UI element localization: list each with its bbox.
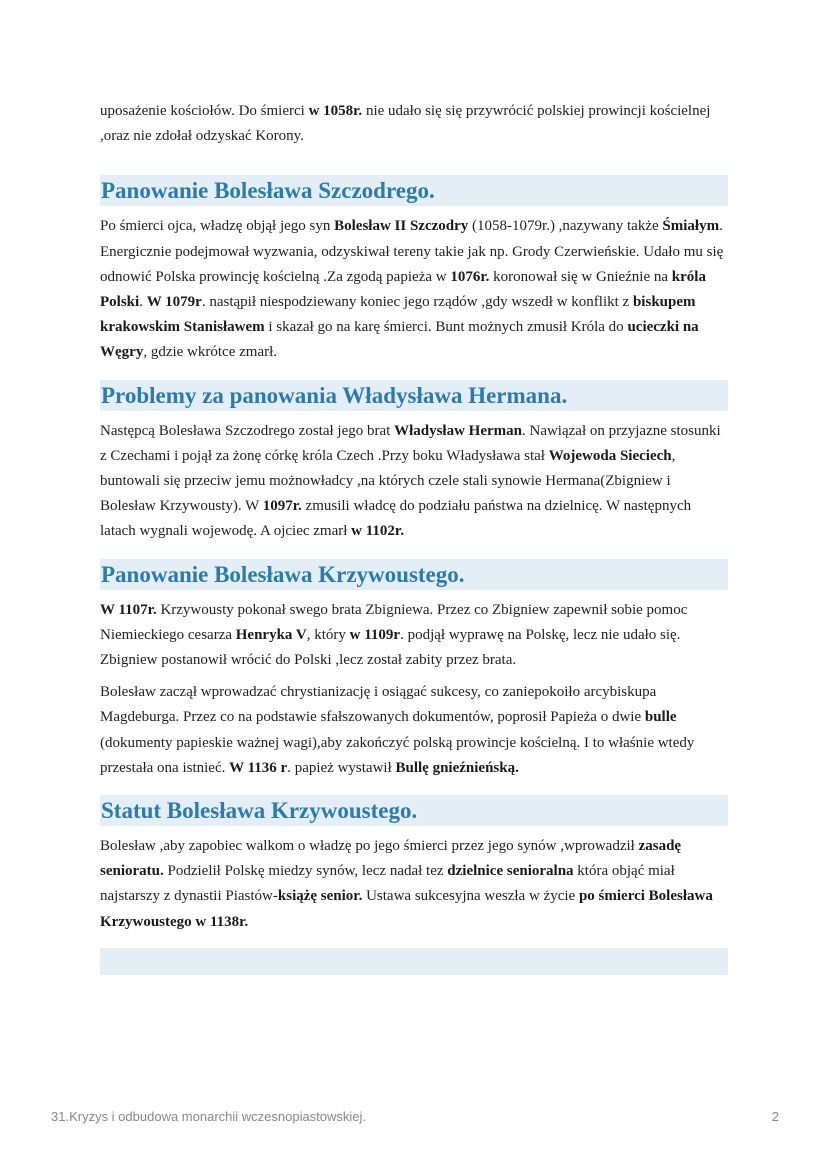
bold-text-run: W 1079r (146, 294, 202, 311)
bold-text-run: w 1058r. (308, 103, 363, 119)
bold-text-run: w 1102r. (351, 523, 404, 540)
heading-boleslaw-krzywousty: Panowanie Bolesława Krzywoustego. (100, 559, 728, 590)
text-run: (dokumenty papieskie ważnej wagi),aby zakończyć polską prowincje kościelną. I to właśnie wtedy przestała ona istnieć. (100, 734, 695, 776)
bold-text-run: Władysław Herman (394, 422, 522, 439)
bold-text-run: Henryka V (235, 626, 307, 643)
document-body (100, 99, 728, 975)
bold-text-run: Bullę gnieźnieńską. (395, 759, 519, 776)
page-number: 2 (771, 1109, 779, 1124)
heading-wladyslaw-herman: Problemy za panowania Władysława Hermana. (100, 380, 728, 411)
bold-text-run: bulle (644, 709, 677, 726)
text-run: . podjął wyprawę na Polskę, lecz nie udało się. Zbigniew postanowił wrócić do Polski ,lecz został zabity przez brata. (100, 626, 681, 669)
text-run: (1058-1079r.) ,nazywany także (468, 218, 663, 235)
paragraph-krzywousty-2 (100, 680, 728, 781)
bold-text-run: dzielnice senioralna (447, 863, 574, 880)
text-run: . nastąpił niespodziewany koniec jego rządów ,gdy wszedł w konflikt z (201, 294, 633, 311)
text-run: , który (306, 626, 350, 643)
bold-text-run: 1076r. (450, 268, 490, 285)
intro-paragraph (100, 99, 728, 149)
text-run: . papież wystawił (287, 759, 396, 776)
bold-text-run: Śmiałym (662, 218, 720, 235)
text-run: . Nawiązał on przyjazne stosunki z Czechami i pojął za żonę córkę króla Czech .Przy boku Władysława stał (100, 422, 721, 464)
bold-text-run: W 1136 r (229, 759, 288, 776)
text-run: Ustawa sukcesyjna weszła w życie (362, 888, 579, 905)
empty-heading-band (100, 948, 728, 975)
bold-text-run: króla Polski (100, 268, 706, 311)
text-run: Bolesław ,aby zapobiec walkom o władzę po jego śmierci przez jego synów ,wprowadził (100, 838, 639, 855)
bold-text-run: W 1107r. (100, 601, 157, 618)
paragraph-boleslaw-szczodry (100, 214, 728, 365)
heading-statut-krzywoustego: Statut Bolesława Krzywoustego. (100, 795, 728, 826)
text-run: Bolesław zaczął wprowadzać chrystianizację i osiągać sukcesy, co zaniepokoiło arcybiskupa Magdeburga. Przez co na podstawie sfałszowanych dokumentów, poprosił Papieża o dwie (100, 684, 657, 726)
paragraph-statut (100, 834, 728, 935)
text-run: Podzielił Polskę miedzy synów, lecz nadał tez (163, 863, 448, 880)
heading-boleslaw-szczodry: Panowanie Bolesława Szczodrego. (100, 175, 728, 206)
page-footer (51, 1109, 779, 1124)
bold-text-run: książę senior. (277, 888, 363, 905)
bold-text-run: biskupem krakowskim Stanisławem (100, 294, 696, 336)
text-run: koronował się w Gnieźnie na (489, 268, 672, 285)
footer-title: 31.Kryzys i odbudowa monarchii wczesnopiastowskiej. (51, 1109, 367, 1124)
text-run: uposażenie kościołów. Do śmierci (100, 103, 309, 119)
text-run: nie udało się się przywrócić polskiej prowincji kościelnej ,oraz nie zdołał odzyskać Korony. (100, 103, 711, 145)
bold-text-run: 1097r. (262, 498, 302, 515)
bold-text-run: w 1109r (349, 626, 401, 643)
text-run: , buntowali się przeciw jemu możnowładcy ,na których czele stali synowie Hermana(Zbigniew i Bolesław Krzywousty). W (100, 447, 676, 515)
paragraph-wladyslaw-herman (100, 419, 728, 545)
bold-text-run: po śmierci Bolesława Krzywoustego w 1138r. (100, 888, 713, 930)
bold-text-run: Bolesław II Szczodry (334, 218, 469, 235)
text-run: zmusili władcę do podziału państwa na dzielnicę. W następnych latach wygnali wojewodę. A ojciec zmarł (100, 498, 692, 540)
text-run: Po śmierci ojca, władzę objął jego syn (100, 218, 335, 235)
text-run: . (139, 294, 147, 311)
text-run: która objąć miał najstarszy z dynastii Piastów- (100, 863, 675, 905)
paragraph-krzywousty-1 (100, 598, 728, 674)
text-run: Następcą Bolesława Szczodrego został jego brat (100, 422, 395, 439)
bold-text-run: ucieczki na Węgry (100, 319, 699, 361)
bold-text-run: Wojewoda Sieciech (548, 447, 672, 464)
text-run: , gdzie wkrótce zmarł. (143, 344, 278, 361)
text-run: . Energicznie podejmował wyzwania, odzyskiwał tereny takie jak np. Grody Czerwieńskie. Udało mu się odnowić Polska prowincję kościelną .Za zgodą papieża w (100, 218, 724, 285)
bold-text-run: zasadę senioratu. (100, 838, 682, 880)
text-run: i skazał go na karę śmierci. Bunt możnych zmusił Króla do (264, 319, 628, 336)
text-run: Krzywousty pokonał swego brata Zbigniewa. Przez co Zbigniew zapewnił sobie pomoc Niemieckiego cesarza (100, 601, 688, 643)
